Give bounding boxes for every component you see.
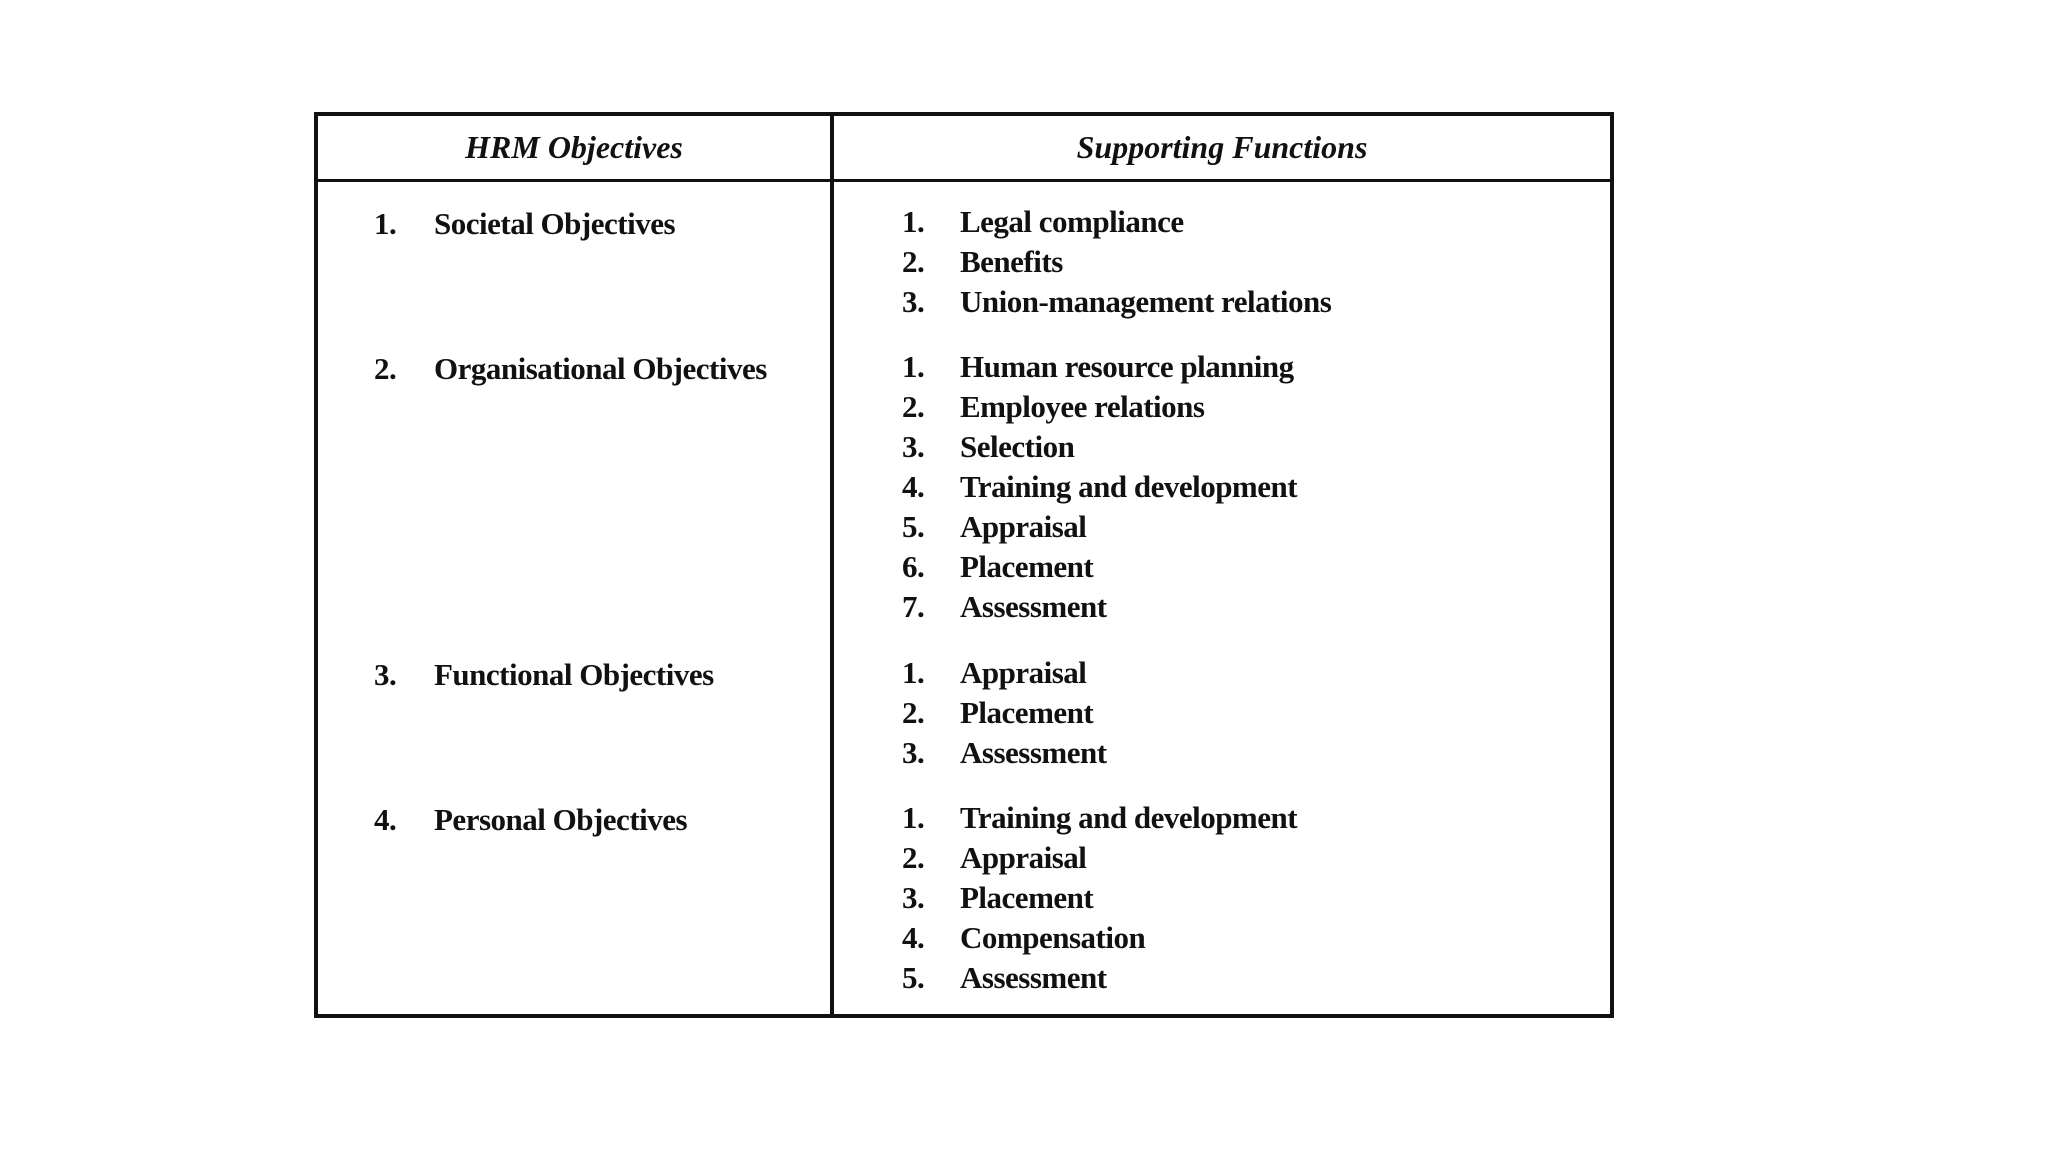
function-number: 2.: [902, 695, 925, 730]
header-supporting-functions: Supporting Functions: [834, 116, 1610, 182]
function-list-functional: [902, 653, 1107, 773]
function-item: [902, 653, 1107, 693]
function-label: Assessment: [960, 735, 1107, 770]
function-label: Training and development: [960, 469, 1298, 504]
function-label: Placement: [960, 695, 1094, 730]
function-label: Union-management relations: [960, 284, 1332, 319]
function-item: [902, 838, 1297, 878]
function-number: 3.: [902, 880, 925, 915]
function-number: 6.: [902, 549, 925, 584]
function-number: 1.: [902, 800, 925, 835]
function-item: [902, 202, 1331, 242]
function-item: [902, 507, 1297, 547]
objective-number: 1.: [374, 206, 397, 241]
function-item: [902, 387, 1297, 427]
objective-item: [374, 802, 687, 838]
objective-label: Organisational Objectives: [434, 351, 767, 386]
function-item: [902, 427, 1297, 467]
objective-label: Personal Objectives: [434, 802, 688, 837]
objective-label: Functional Objectives: [434, 657, 714, 692]
function-number: 4.: [902, 920, 925, 955]
function-item: [902, 958, 1297, 998]
function-item: [902, 587, 1297, 627]
objective-number: 2.: [374, 351, 397, 386]
function-label: Assessment: [960, 960, 1107, 995]
function-list-societal: [902, 202, 1331, 322]
function-item: [902, 467, 1297, 507]
objective-number: 3.: [374, 657, 397, 692]
function-number: 7.: [902, 589, 925, 624]
function-number: 3.: [902, 429, 925, 464]
function-item: [902, 242, 1331, 282]
objectives-column: [318, 182, 834, 1014]
function-item: [902, 282, 1331, 322]
function-item: [902, 347, 1297, 387]
function-label: Appraisal: [960, 509, 1087, 544]
function-label: Placement: [960, 880, 1094, 915]
function-number: 1.: [902, 655, 925, 690]
function-label: Legal compliance: [960, 204, 1184, 239]
function-label: Benefits: [960, 244, 1063, 279]
function-list-personal: [902, 798, 1297, 998]
function-item: [902, 878, 1297, 918]
function-number: 5.: [902, 960, 925, 995]
function-number: 2.: [902, 244, 925, 279]
functions-column: [834, 182, 1610, 1014]
function-number: 2.: [902, 840, 925, 875]
hrm-objectives-table: [314, 112, 1614, 1018]
objective-label: Societal Objectives: [434, 206, 676, 241]
function-number: 1.: [902, 204, 925, 239]
function-number: 5.: [902, 509, 925, 544]
function-number: 3.: [902, 735, 925, 770]
header-hrm-objectives: HRM Objectives: [318, 116, 834, 182]
function-item: [902, 918, 1297, 958]
function-label: Employee relations: [960, 389, 1205, 424]
function-label: Selection: [960, 429, 1075, 464]
function-number: 2.: [902, 389, 925, 424]
function-label: Appraisal: [960, 840, 1087, 875]
function-label: Human resource planning: [960, 349, 1294, 384]
function-item: [902, 733, 1107, 773]
function-label: Compensation: [960, 920, 1146, 955]
function-number: 1.: [902, 349, 925, 384]
function-item: [902, 798, 1297, 838]
function-number: 3.: [902, 284, 925, 319]
objective-item: [374, 206, 675, 242]
function-item: [902, 693, 1107, 733]
function-number: 4.: [902, 469, 925, 504]
objective-item: [374, 657, 714, 693]
objective-item: [374, 351, 767, 387]
function-label: Training and development: [960, 800, 1298, 835]
function-label: Appraisal: [960, 655, 1087, 690]
function-label: Assessment: [960, 589, 1107, 624]
function-item: [902, 547, 1297, 587]
function-list-organisational: [902, 347, 1297, 627]
objective-number: 4.: [374, 802, 397, 837]
function-label: Placement: [960, 549, 1094, 584]
